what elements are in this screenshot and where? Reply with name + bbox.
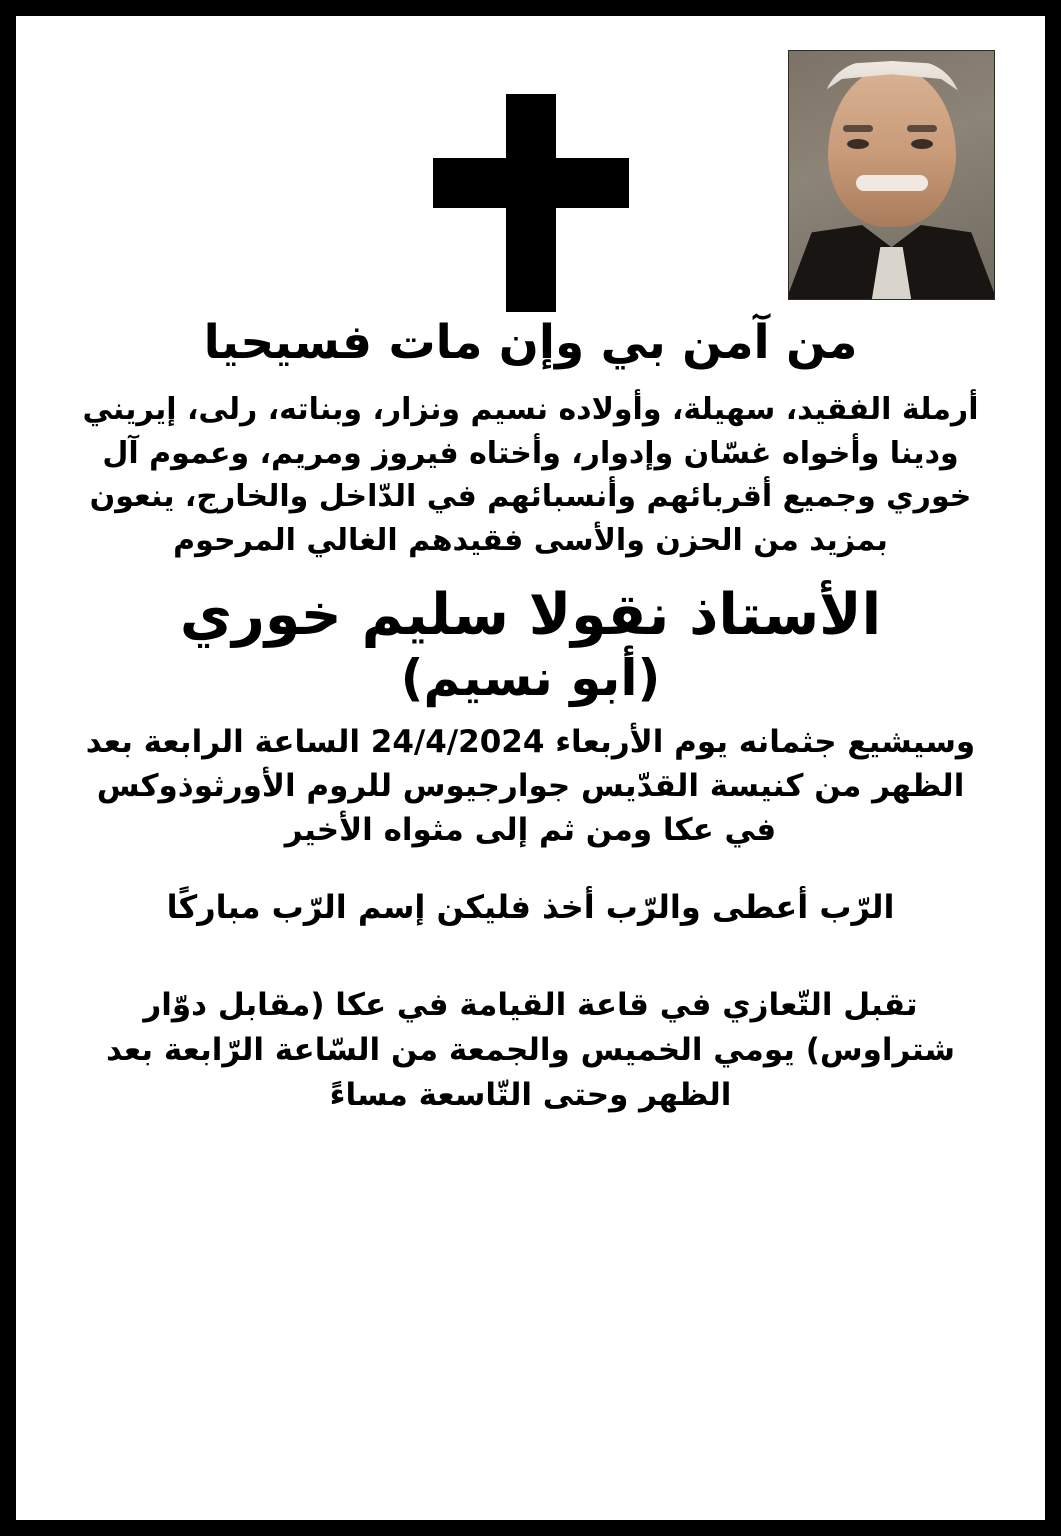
obituary-card: [16, 16, 1045, 1520]
deceased-nickname: (أبو نسيم): [400, 648, 661, 707]
portrait-eye-left: [847, 139, 869, 149]
portrait-eyebrow-left: [843, 125, 873, 132]
cross-icon: [433, 94, 629, 312]
funeral-details-text: وسيشيع جثمانه يوم الأربعاء 24/4/2024 الساعة الرابعة بعد الظهر من كنيسة القدّيس جوارجيوس للروم الأورثوذوكس في عكا ومن ثم إلى مثواه الأخير: [85, 723, 976, 848]
cross-horizontal-bar: [433, 158, 629, 208]
scripture-verse-heading: من آمن بي وإن مات فسيحيا: [203, 315, 858, 370]
deceased-name: الأستاذ نقولا سليم خوري: [179, 582, 882, 649]
family-announcement-text: أرملة الفقيد، سهيلة، وأولاده نسيم ونزار، وبناته، رلى، إيريني ودينا وأخواه غسّان وإدوار، وأختاه فيروز ومريم، وعموم آل خوري وجميع أقربائهم وأنسبائهم في الدّاخل والخارج، ينعون بمزيد من الحزن والأسى فقيدهم الغالي المرحوم: [82, 392, 979, 558]
portrait-mustache: [856, 175, 928, 191]
portrait-eye-right: [911, 139, 933, 149]
header-row: [50, 44, 1011, 302]
condolences-details-text: تقبل التّعازي في قاعة القيامة في عكا (مقابل دوّار شتراوس) يومي الخميس والجمعة من السّاعة الرّابعة بعد الظهر وحتى التّاسعة مساءً: [106, 987, 955, 1113]
portrait-eyebrow-right: [907, 125, 937, 132]
portrait-photo: [788, 50, 995, 300]
scripture-quote: الرّب أعطى والرّب أخذ فليكن إسم الرّب مباركًا: [166, 887, 895, 926]
